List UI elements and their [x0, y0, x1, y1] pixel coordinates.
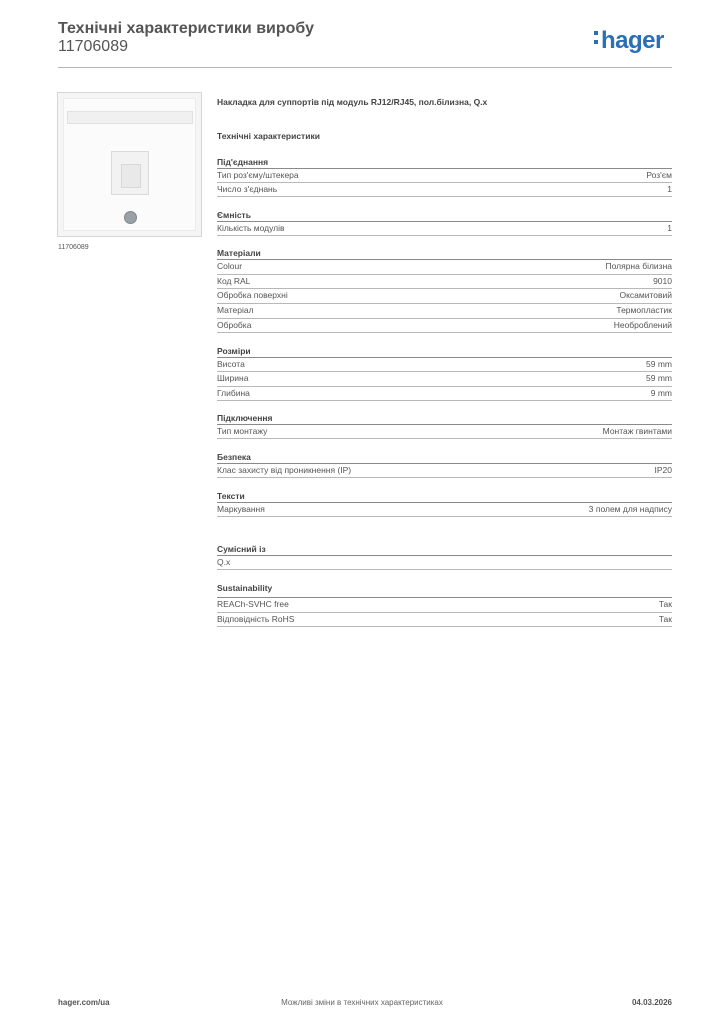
table-row [217, 318, 672, 333]
screw-icon [124, 211, 137, 224]
row-value: Необроблений [613, 320, 672, 330]
table-row [217, 259, 672, 274]
section-dimensions-label: Розміри [217, 346, 251, 356]
row-divider [217, 196, 672, 197]
row-divider [217, 516, 672, 517]
row-value: 59 mm [646, 373, 672, 383]
row-divider [217, 569, 672, 570]
row-value: З полем для надпису [588, 504, 672, 514]
row-divider [217, 626, 672, 627]
row-value: Полярна білизна [605, 261, 672, 271]
row-key: Клас захисту від проникнення (IP) [217, 465, 352, 475]
logo-text: hager [601, 27, 664, 54]
row-key: Матеріал [217, 305, 254, 315]
image-caption: 11706089 [58, 244, 89, 251]
table-row [217, 612, 672, 627]
section-capacity-label: Ємність [217, 210, 251, 220]
logo-dots-icon [594, 27, 599, 49]
table-row [217, 371, 672, 386]
section-safety-label: Безпека [217, 452, 251, 462]
rj-socket-opening [111, 151, 149, 195]
row-key: Ширина [217, 373, 249, 383]
row-key: Число з'єднань [217, 184, 278, 194]
row-divider [217, 477, 672, 478]
row-value: Так [658, 614, 672, 624]
cover-plate-picture [63, 98, 196, 231]
row-divider [217, 400, 672, 401]
row-value: Роз'єм [646, 170, 672, 180]
table-row [217, 597, 672, 612]
row-value: Оксамитовий [619, 290, 672, 300]
footer-notice: Можливі зміни в технічних характеристиках [281, 998, 443, 1007]
footer-website-link[interactable]: hager.com/ua [58, 998, 110, 1007]
row-value: Монтаж гвинтами [602, 426, 672, 436]
row-value: 9 mm [650, 388, 672, 398]
section-sustainability-label: Sustainability [217, 583, 273, 593]
product-image [57, 92, 202, 237]
section-texts-label: Тексти [217, 491, 245, 501]
section-connectivity-label: Підключення [217, 413, 273, 423]
product-title: Накладка для суппортів під модуль RJ12/RJ45, пол.білизна, Q.x [217, 97, 488, 107]
section-connection-label: Під'єднання [217, 157, 269, 167]
row-divider [217, 438, 672, 439]
row-key: Тип монтажу [217, 426, 268, 436]
row-divider [217, 332, 672, 333]
table-row [217, 274, 672, 289]
table-row [217, 288, 672, 303]
row-key: Глибина [217, 388, 250, 398]
row-key: Тип роз'єму/штекера [217, 170, 299, 180]
row-key: Colour [217, 261, 243, 271]
label-strip [67, 111, 193, 124]
table-row [217, 221, 672, 236]
table-row [217, 555, 672, 570]
row-key: Кількість модулів [217, 223, 285, 233]
table-row [217, 168, 672, 183]
row-key: Відповідність RoHS [217, 614, 295, 624]
table-row [217, 424, 672, 439]
section-compatible-label: Сумісний із [217, 544, 266, 554]
row-value: 9010 [653, 276, 672, 286]
row-value: Термопластик [616, 305, 672, 315]
row-key: Маркування [217, 504, 265, 514]
row-value: 1 [667, 184, 672, 194]
document-title: Технічні характеристики виробу [58, 20, 314, 37]
section-materials-label: Матеріали [217, 248, 261, 258]
product-code: 11706089 [58, 38, 128, 55]
row-divider [217, 235, 672, 236]
hager-logo [594, 27, 664, 55]
row-key: Q.x [217, 557, 231, 567]
row-value: Так [658, 599, 672, 609]
row-key: Висота [217, 359, 245, 369]
table-row [217, 182, 672, 197]
row-key: Обробка [217, 320, 252, 330]
header-divider [58, 67, 672, 68]
table-row [217, 357, 672, 372]
row-value: 1 [667, 223, 672, 233]
spec-heading: Технічні характеристики [217, 131, 320, 141]
table-row [217, 303, 672, 318]
table-row [217, 463, 672, 478]
footer-date: 04.03.2026 [631, 998, 672, 1007]
row-value: IP20 [654, 465, 672, 475]
row-key: Обробка поверхні [217, 290, 288, 300]
row-key: Код RAL [217, 276, 251, 286]
table-row [217, 386, 672, 401]
row-value: 59 mm [646, 359, 672, 369]
table-row [217, 502, 672, 517]
row-key: REACh-SVHC free [217, 599, 289, 609]
